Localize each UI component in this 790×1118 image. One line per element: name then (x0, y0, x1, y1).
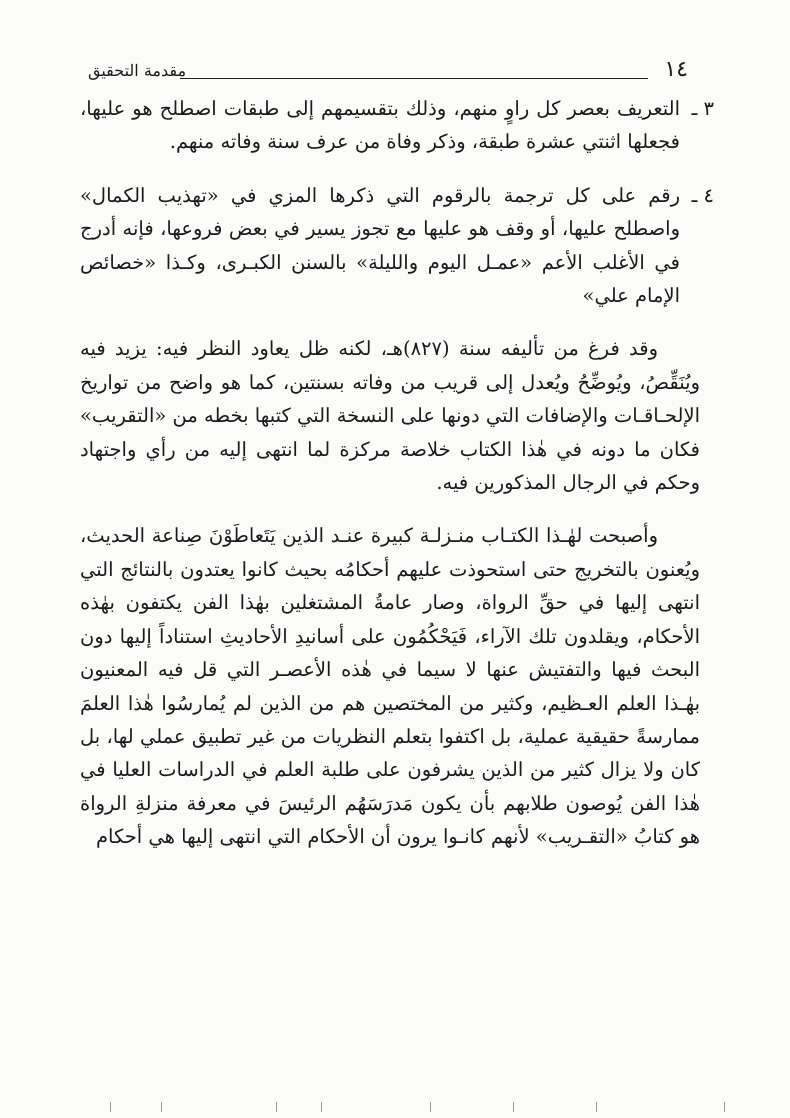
page-header (88, 56, 688, 84)
item-text: رقم على كل ترجمة بالرقوم التي ذكرها المزي في «تهذيب الكمال» واصطلح عليها، أو وقف هو عليها مع تجوز يسير في بعض فروعها، فإنه أدرج في الأغلب الأعم «عمـل اليوم والليلة» بالسنن الكبـرى، وكـذا «خصائص الإمام علي» (80, 183, 680, 308)
scan-mark (596, 1102, 597, 1112)
scan-mark (276, 1102, 277, 1112)
paragraph: وأصبحت لهٰـذا الكتـاب منـزلـة كبيرة عنـد الذين يَتَعاطَوْنَ صِناعة الحديث، ويُعنون بالتخريج حتى استحوذت عليهم أحكامُه بحيث كانوا يعتدون بالنتائج التي انتهى إليها في حقِّ الرواة، وصار عامةُ المشتغلين بهٰذا الفن يكتفون بهٰذه الأحكام، ويقلدون تلك الآراء، فَيَحْكُمُون على أسانيدِ الأحاديثِ استناداً إليها دون البحث فيها والتفتيش عنها لا سيما في هٰذه الأعصـر التي قل فيه المعنيون بهٰـذا العلم العـظيم، وكثير من المختصين هم من الذين لم يُمارسُوا هٰذا العلمَ ممارسةً حقيقية عملية، بل اكتفوا بتعلم النظريات من غير تطبيق عملي لها، بل كان ولا يزال كثير من الذين يشرفون على طلبة العلم في الدراسات العليا في هٰذا الفن يُوصون طلابهم بأن يكون مَدرَسَهُم الرئيسَ في معرفة منزلةِ الرواة هو كتابُ «التقـريب» لأنهم كانـوا يرون أن الأحكام التي انتهى إليها هي أحكام (80, 524, 700, 849)
scan-mark (110, 1102, 111, 1112)
page-number: ١٤ (664, 57, 688, 82)
scan-mark (321, 1102, 322, 1112)
running-title: مقدمة التحقيق (88, 61, 187, 80)
item-number: ٣ ـ (691, 97, 714, 120)
page-body (80, 92, 714, 854)
item-number: ٤ ـ (691, 183, 714, 207)
paragraph: وقد فرغ من تأليفه سنة (٨٢٧)هـ، لكنه ظل يعاود النظر فيه: يزيد فيه ويُنَقِّصُ، ويُوضِّحُ ويُعدل إلى قريب من وفاته بسنتين، كما هو واضح من تواريخ الإلحـاقـات والإضافات التي دونها على النسخة التي كتبها بخطه من «التقريب» فكان ما دونه في هٰذا الكتاب خلاصة مركزة لما انتهى إليه من رأي واجتهاد وحكم في الرجال المذكورين فيه. (80, 337, 700, 495)
list-item-3 (80, 92, 714, 159)
scan-mark (161, 1102, 162, 1112)
list-item-4 (80, 179, 714, 313)
scan-mark (430, 1102, 431, 1112)
item-text: التعريف بعصر كل راوٍ منهم، وذلك بتقسيمهم إلى طبقات اصطلح هو عليها، فجعلها اثنتي عشرة طبقة، وذكر وفاة من عرف سنة وفاته منهم. (80, 97, 680, 154)
scan-mark (513, 1102, 514, 1112)
header-rule (180, 78, 648, 79)
scan-mark (724, 1102, 725, 1112)
scan-edge-marks (110, 1102, 750, 1112)
